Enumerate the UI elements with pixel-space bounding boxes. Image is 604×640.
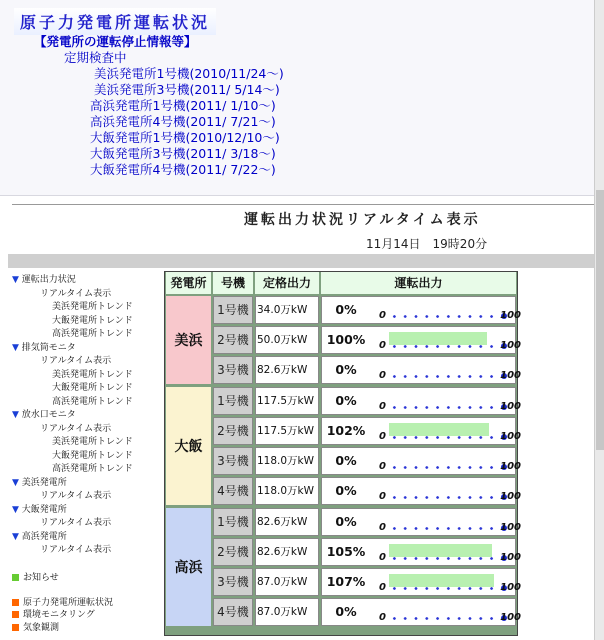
triangle-down-icon: ▼ bbox=[12, 410, 22, 420]
sidebar-label: リアルタイム表示 bbox=[40, 545, 112, 555]
output-percent: 105% bbox=[326, 544, 366, 559]
output-percent: 0% bbox=[335, 514, 357, 529]
header-rated: 定格出力 bbox=[255, 272, 319, 294]
sidebar-label: 美浜発電所トレンド bbox=[52, 369, 133, 380]
unit-label: 4号機 bbox=[213, 598, 253, 626]
scale-max-label: 100 bbox=[500, 552, 521, 563]
scale-max-label: 100 bbox=[500, 491, 521, 502]
sidebar-link[interactable] bbox=[40, 488, 111, 501]
sidebar-label: 環境モニタリング bbox=[23, 610, 95, 620]
gray-bar bbox=[8, 254, 604, 268]
scale-max-label: 100 bbox=[500, 431, 521, 442]
notice-panel bbox=[0, 0, 604, 196]
sidebar-footer-link[interactable] bbox=[12, 620, 59, 633]
square-icon bbox=[12, 611, 19, 618]
sidebar-footer-link[interactable] bbox=[12, 595, 113, 608]
notice-item: 美浜発電所1号機(2010/11/24～) bbox=[94, 66, 284, 81]
output-scale bbox=[379, 401, 521, 412]
scale-max-label: 100 bbox=[500, 370, 521, 381]
station-name: 美浜 bbox=[166, 296, 211, 384]
notice-item: 大飯発電所1号機(2010/12/10～) bbox=[90, 130, 280, 145]
sidebar-footer-link[interactable] bbox=[12, 607, 95, 620]
sidebar-section[interactable] bbox=[12, 407, 76, 420]
scale-dots bbox=[389, 406, 497, 409]
output-scale bbox=[379, 310, 521, 321]
notice-item: 高浜発電所1号機(2011/ 1/10～) bbox=[90, 98, 276, 113]
triangle-down-icon: ▼ bbox=[12, 342, 22, 353]
scale-dots bbox=[389, 466, 497, 469]
sidebar-label: 高浜発電所 bbox=[21, 531, 67, 542]
sidebar-label: お知らせ bbox=[23, 572, 59, 583]
scale-min-label: 0 bbox=[379, 552, 386, 563]
sidebar-label: 原子力発電所運転状況 bbox=[23, 597, 114, 608]
sidebar-label: 大飯発電所トレンド bbox=[52, 315, 133, 326]
scale-min-label: 0 bbox=[379, 370, 386, 381]
scale-min-label: 0 bbox=[379, 431, 386, 442]
rated-output: 82.6万kW bbox=[255, 538, 319, 566]
sidebar-link[interactable] bbox=[40, 542, 111, 555]
sidebar-label: リアルタイム表示 bbox=[40, 288, 112, 299]
sidebar-link[interactable] bbox=[52, 448, 133, 461]
unit-label: 3号機 bbox=[213, 568, 253, 596]
square-icon bbox=[12, 599, 19, 606]
unit-label: 4号機 bbox=[213, 477, 253, 505]
scale-min-label: 0 bbox=[379, 491, 386, 502]
scale-dots bbox=[389, 436, 497, 439]
sidebar-link[interactable] bbox=[40, 353, 111, 366]
sidebar-link[interactable] bbox=[52, 394, 133, 407]
station-name: 大飯 bbox=[166, 387, 211, 505]
output-scale bbox=[379, 461, 521, 472]
rated-output: 117.5万kW bbox=[255, 387, 319, 415]
page-title: 原子力発電所運転状況 bbox=[14, 8, 216, 35]
notice-item: 大飯発電所4号機(2011/ 7/22～) bbox=[90, 162, 276, 177]
rated-output: 34.0万kW bbox=[255, 296, 319, 324]
sidebar-label: リアルタイム表示 bbox=[40, 423, 112, 434]
output-cell bbox=[321, 568, 521, 596]
output-percent: 100% bbox=[326, 332, 366, 347]
scrollbar[interactable] bbox=[594, 0, 604, 640]
divider bbox=[12, 204, 604, 205]
scale-max-label: 100 bbox=[500, 522, 521, 533]
sidebar-link[interactable] bbox=[52, 299, 133, 312]
output-percent: 0% bbox=[335, 302, 357, 317]
rated-output: 87.0万kW bbox=[255, 568, 319, 596]
notice-heading: 【発電所の運転停止情報等】 bbox=[34, 34, 197, 49]
scale-min-label: 0 bbox=[379, 582, 386, 593]
sidebar-nav bbox=[0, 268, 162, 640]
output-percent: 102% bbox=[326, 423, 366, 438]
scale-min-label: 0 bbox=[379, 522, 386, 533]
output-cell bbox=[321, 296, 521, 324]
scale-dots bbox=[389, 557, 497, 560]
sidebar-label: 大飯発電所トレンド bbox=[52, 450, 133, 461]
notice-item: 大飯発電所3号機(2011/ 3/18～) bbox=[90, 146, 276, 161]
sidebar-label: 美浜発電所トレンド bbox=[52, 437, 133, 447]
sidebar-link[interactable] bbox=[40, 286, 111, 299]
scale-dots bbox=[389, 345, 497, 348]
triangle-down-icon: ▼ bbox=[12, 531, 22, 542]
output-cell bbox=[321, 447, 521, 475]
output-percent: 0% bbox=[335, 604, 357, 619]
scale-dots bbox=[389, 496, 497, 499]
sidebar-link[interactable] bbox=[52, 380, 133, 393]
scale-min-label: 0 bbox=[379, 340, 386, 351]
sidebar-link[interactable] bbox=[52, 434, 133, 447]
rated-output: 117.5万kW bbox=[255, 417, 319, 445]
unit-label: 1号機 bbox=[213, 296, 253, 324]
scale-dots bbox=[389, 315, 497, 318]
output-cell bbox=[321, 508, 521, 536]
sidebar-link[interactable] bbox=[52, 367, 133, 380]
rated-output: 118.0万kW bbox=[255, 477, 319, 505]
output-percent: 0% bbox=[335, 483, 357, 498]
unit-label: 2号機 bbox=[213, 538, 253, 566]
output-percent: 0% bbox=[335, 453, 357, 468]
sidebar-link[interactable] bbox=[52, 326, 133, 339]
sidebar-link[interactable] bbox=[52, 461, 133, 474]
rated-output: 82.6万kW bbox=[255, 508, 319, 536]
square-icon bbox=[12, 624, 19, 631]
sidebar-label: リアルタイム表示 bbox=[40, 518, 112, 528]
realtime-heading: 運転出力状況リアルタイム表示 bbox=[244, 212, 481, 228]
sidebar-section[interactable] bbox=[12, 340, 76, 353]
scale-max-label: 100 bbox=[500, 340, 521, 351]
sidebar-notice-link[interactable] bbox=[12, 570, 59, 583]
sidebar-label: リアルタイム表示 bbox=[40, 491, 112, 501]
unit-label: 3号機 bbox=[213, 356, 253, 384]
sidebar-label: 大飯発電所トレンド bbox=[52, 383, 133, 393]
output-scale bbox=[379, 582, 521, 593]
sidebar-label: 高浜発電所トレンド bbox=[52, 464, 133, 474]
output-cell bbox=[321, 417, 521, 445]
scale-min-label: 0 bbox=[379, 401, 386, 412]
rated-output: 118.0万kW bbox=[255, 447, 319, 475]
sidebar-section[interactable] bbox=[12, 272, 76, 285]
rated-output: 82.6万kW bbox=[255, 356, 319, 384]
triangle-down-icon: ▼ bbox=[12, 275, 22, 285]
sidebar-label: 排気筒モニタ bbox=[21, 342, 76, 353]
output-cell bbox=[321, 538, 521, 566]
scale-min-label: 0 bbox=[379, 612, 386, 623]
output-percent: 0% bbox=[335, 393, 357, 408]
scale-max-label: 100 bbox=[500, 401, 521, 412]
sidebar-label: 美浜発電所 bbox=[21, 477, 67, 488]
sidebar-label: リアルタイム表示 bbox=[40, 356, 112, 366]
header-station: 発電所 bbox=[166, 272, 211, 294]
output-cell bbox=[321, 598, 521, 626]
sidebar-label: 気象観測 bbox=[23, 622, 60, 633]
output-cell bbox=[321, 326, 521, 354]
scale-max-label: 100 bbox=[500, 461, 521, 472]
scale-dots bbox=[389, 617, 497, 620]
header-unit: 号機 bbox=[213, 272, 253, 294]
sidebar-link[interactable] bbox=[40, 515, 111, 528]
output-percent: 107% bbox=[326, 574, 366, 589]
sidebar-label: 高浜発電所トレンド bbox=[52, 329, 133, 339]
rated-output: 87.0万kW bbox=[255, 598, 319, 626]
output-scale bbox=[379, 552, 521, 563]
sidebar-label: 運転出力状況 bbox=[21, 275, 76, 285]
sidebar-link[interactable] bbox=[52, 313, 133, 326]
scale-max-label: 100 bbox=[500, 612, 521, 623]
output-cell bbox=[321, 356, 521, 384]
realtime-datetime: 11月14日 19時20分 bbox=[366, 237, 488, 251]
unit-label: 2号機 bbox=[213, 326, 253, 354]
sidebar-section[interactable] bbox=[12, 502, 67, 515]
header-output: 運転出力 bbox=[321, 272, 516, 294]
sidebar-link[interactable] bbox=[40, 421, 111, 434]
rated-output: 50.0万kW bbox=[255, 326, 319, 354]
output-cell bbox=[321, 387, 521, 415]
sidebar-section[interactable] bbox=[12, 475, 67, 488]
notice-subheading: 定期検査中 bbox=[64, 50, 127, 65]
unit-label: 1号機 bbox=[213, 387, 253, 415]
scale-max-label: 100 bbox=[500, 310, 521, 321]
triangle-down-icon: ▼ bbox=[12, 504, 22, 515]
scale-dots bbox=[389, 527, 497, 530]
sidebar-label: 大飯発電所 bbox=[21, 504, 67, 515]
square-icon bbox=[12, 574, 19, 581]
output-scale bbox=[379, 491, 521, 502]
output-percent: 0% bbox=[335, 362, 357, 377]
scale-dots bbox=[389, 587, 497, 590]
sidebar-section[interactable] bbox=[12, 529, 67, 542]
output-scale bbox=[379, 522, 521, 533]
unit-label: 3号機 bbox=[213, 447, 253, 475]
notice-item: 高浜発電所4号機(2011/ 7/21～) bbox=[90, 114, 276, 129]
sidebar-label: 放水口モニタ bbox=[21, 410, 76, 420]
scroll-thumb[interactable] bbox=[596, 190, 604, 450]
output-scale bbox=[379, 612, 521, 623]
output-cell bbox=[321, 477, 521, 505]
scale-max-label: 100 bbox=[500, 582, 521, 593]
scale-dots bbox=[389, 375, 497, 378]
station-name: 高浜 bbox=[166, 508, 211, 626]
output-scale bbox=[379, 370, 521, 381]
notice-item: 美浜発電所3号機(2011/ 5/14～) bbox=[94, 82, 280, 97]
triangle-down-icon: ▼ bbox=[12, 477, 22, 488]
scale-min-label: 0 bbox=[379, 310, 386, 321]
sidebar-label: 高浜発電所トレンド bbox=[52, 396, 133, 407]
output-scale bbox=[379, 431, 521, 442]
output-scale bbox=[379, 340, 521, 351]
unit-label: 1号機 bbox=[213, 508, 253, 536]
sidebar-label: 美浜発電所トレンド bbox=[52, 302, 133, 312]
scale-min-label: 0 bbox=[379, 461, 386, 472]
unit-label: 2号機 bbox=[213, 417, 253, 445]
